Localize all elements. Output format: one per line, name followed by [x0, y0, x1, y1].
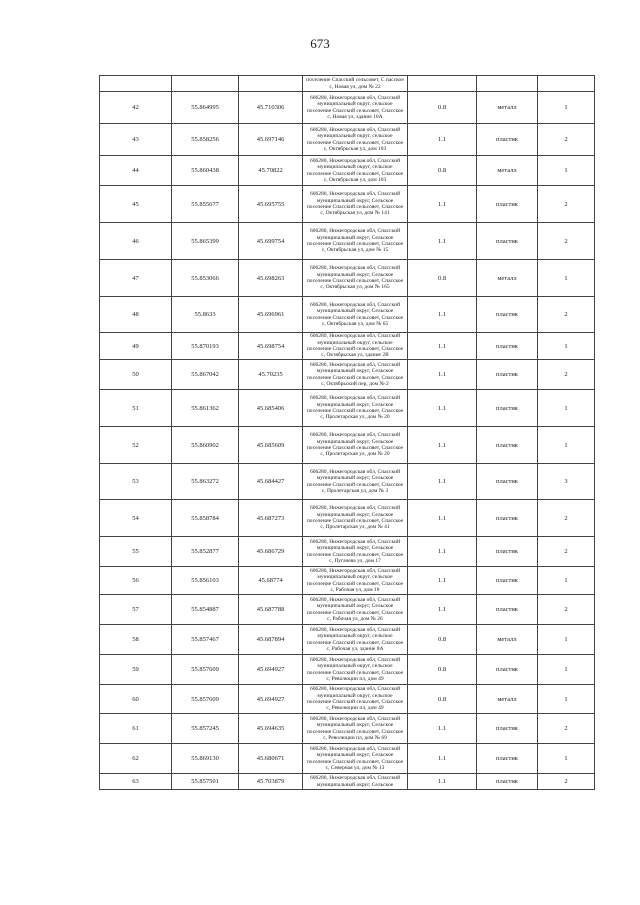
cell-count: 2 — [538, 360, 595, 390]
cell-count: 1 — [538, 567, 595, 595]
cell-lat: 55.858256 — [172, 124, 239, 156]
table-row — [100, 685, 595, 714]
cell-count: 2 — [538, 297, 595, 333]
cell-lon: 45.710306 — [239, 92, 303, 124]
cell-volume: 1.1 — [408, 500, 477, 537]
table-row — [100, 537, 595, 567]
cell-material: пластик — [477, 223, 538, 260]
cell-volume: 1.1 — [408, 744, 477, 774]
cell-address: 606280, Нижегородская обл, Спасский муниципальный округ, сельское поселение Спасский сельсовет, Спасское с, Новая ул, здание 10А — [303, 92, 408, 124]
page-number: 673 — [310, 36, 330, 51]
cell-address: 606280, Нижегородская обл, Спасский муниципальный округ, сельское поселение Спасский сельсовет, Спасское с, Октябрьская ул, дом 103 — [303, 124, 408, 156]
cell-lon: 45.687788 — [239, 595, 303, 625]
cell-volume: 1.1 — [408, 186, 477, 223]
cell-volume: 0.8 — [408, 685, 477, 714]
register-table — [99, 75, 595, 790]
cell-count: 1 — [538, 156, 595, 186]
cell-lat — [172, 76, 239, 92]
cell-lat: 55.860438 — [172, 156, 239, 186]
cell-address: 606280, Нижегородская обл, Спасский муниципальный округ, сельское поселение Спасский сельсовет, Спасское с, Октябрьская ул, дом 103 — [303, 156, 408, 186]
cell-address: 606280, Нижегородская обл, Спасский муниципальный округ, Сельское поселение Спасский сельсовет, Спасское с, Рабочая ул, дом № 26 — [303, 595, 408, 625]
cell-num: 57 — [100, 595, 172, 625]
cell-volume: 1.1 — [408, 124, 477, 156]
cell-lon: 45.70822 — [239, 156, 303, 186]
cell-lat: 55.855677 — [172, 186, 239, 223]
cell-count: 2 — [538, 124, 595, 156]
cell-lat: 55.852877 — [172, 537, 239, 567]
table-row — [100, 714, 595, 744]
cell-address: 606280, Нижегородская обл, Спасский муниципальный округ, Сельское поселение Спасский сельсовет, Спасское с, Октябрьская ул, дом № 15 — [303, 223, 408, 260]
cell-num: 50 — [100, 360, 172, 390]
cell-lon: 45.694635 — [239, 714, 303, 744]
cell-material: пластик — [477, 537, 538, 567]
cell-address: 606280, Нижегородская обл, Спасский муниципальный округ, Сельское поселение Спасский сельсовет, Спасское с, Пугачева ул, дом 17 — [303, 537, 408, 567]
table-row — [100, 333, 595, 360]
cell-lon: 45.680671 — [239, 744, 303, 774]
table-row — [100, 92, 595, 124]
cell-address: 606280, Нижегородская обл, Спасский муниципальный округ, Сельское поселение Спасский сельсовет, Спасское с, Октябрьская ул, дом № 141 — [303, 186, 408, 223]
cell-lon: 45.694927 — [239, 685, 303, 714]
cell-num: 47 — [100, 260, 172, 297]
cell-num: 59 — [100, 655, 172, 685]
cell-material: пластик — [477, 297, 538, 333]
cell-address: 606280, Нижегородская обл, Спасский муниципальный округ, сельское поселение Спасский сельсовет, Спасское с, Рабочая ул, здание 8А — [303, 625, 408, 655]
cell-num: 54 — [100, 500, 172, 537]
cell-material: пластик — [477, 774, 538, 790]
cell-lon: 45.694927 — [239, 655, 303, 685]
cell-material: пластик — [477, 390, 538, 427]
cell-num: 46 — [100, 223, 172, 260]
cell-material: пластик — [477, 186, 538, 223]
cell-lat: 55.857501 — [172, 774, 239, 790]
cell-volume: 1.1 — [408, 390, 477, 427]
table-row — [100, 744, 595, 774]
cell-lat: 55.865399 — [172, 223, 239, 260]
cell-count: 2 — [538, 186, 595, 223]
cell-volume: 1.1 — [408, 595, 477, 625]
cell-num: 56 — [100, 567, 172, 595]
cell-material: металл — [477, 260, 538, 297]
cell-volume: 1.1 — [408, 297, 477, 333]
cell-num: 58 — [100, 625, 172, 655]
cell-lon: 45.696961 — [239, 297, 303, 333]
table-row-continuation — [100, 76, 595, 92]
cell-count: 3 — [538, 464, 595, 500]
cell-material: металл — [477, 92, 538, 124]
cell-lat: 55.860902 — [172, 427, 239, 464]
cell-volume: 1.1 — [408, 537, 477, 567]
cell-material: металл — [477, 625, 538, 655]
cell-lon: 45.70235 — [239, 360, 303, 390]
cell-address: 606280, Нижегородская обл, Спасский муниципальный округ, Сельское поселение Спасский сельсовет, Спасское с, Пролетарская ул, дом № 3 — [303, 464, 408, 500]
cell-volume: 1.1 — [408, 774, 477, 790]
cell-lon: 45.695755 — [239, 186, 303, 223]
cell-address: 606280, Нижегородская обл, Спасский муниципальный округ, сельское поселение Спасский сельсовет, Спасское с, Рабочая ул, дом 18 — [303, 567, 408, 595]
cell-num: 43 — [100, 124, 172, 156]
cell-material: пластик — [477, 500, 538, 537]
table-row — [100, 223, 595, 260]
cell-volume: 1.1 — [408, 464, 477, 500]
cell-num: 49 — [100, 333, 172, 360]
cell-lon: 45.685406 — [239, 390, 303, 427]
cell-volume: 0.8 — [408, 625, 477, 655]
cell-volume: 0.8 — [408, 156, 477, 186]
cell-num: 60 — [100, 685, 172, 714]
cell-lat: 55.863272 — [172, 464, 239, 500]
cell-count: 1 — [538, 625, 595, 655]
table-row — [100, 360, 595, 390]
cell-lon: 45.697146 — [239, 124, 303, 156]
cell-lat: 55.854887 — [172, 595, 239, 625]
cell-material: пластик — [477, 124, 538, 156]
table-row — [100, 464, 595, 500]
cell-address: 606280, Нижегородская обл, Спасский муниципальный округ, сельское поселение Спасский сельсовет, Спасское с, Революции пл, дом 49 — [303, 655, 408, 685]
cell-lon: 45.686729 — [239, 537, 303, 567]
cell-lon: 45.687894 — [239, 625, 303, 655]
cell-address: 606280, Нижегородская обл, Спасский муниципальный округ, Сельское поселение Спасский сельсовет, Спасское с, Октябрьская ул, дом № 165 — [303, 260, 408, 297]
cell-material: пластик — [477, 333, 538, 360]
table-row — [100, 156, 595, 186]
cell-volume: 1.1 — [408, 567, 477, 595]
cell-count: 2 — [538, 500, 595, 537]
cell-address: 606280, Нижегородская обл, Спасский муниципальный округ, Сельское поселение Спасский сельсовет, Спасское с, Октябрьская ул, дом № 65 — [303, 297, 408, 333]
cell-count: 2 — [538, 537, 595, 567]
cell-num: 52 — [100, 427, 172, 464]
cell-material — [477, 76, 538, 92]
cell-material: пластик — [477, 655, 538, 685]
cell-address: 606280, Нижегородская обл, Спасский муниципальный округ, сельское поселение Спасский сельсовет, Спасское с, Революции пл, дом 49 — [303, 685, 408, 714]
cell-volume: 1.1 — [408, 427, 477, 464]
cell-num: 42 — [100, 92, 172, 124]
cell-address: 606280, Нижегородская обл, Спасский муниципальный округ, Сельское поселение Спасский сельсовет, Спасское с, Пролетарская ул, дом № 41 — [303, 500, 408, 537]
table-row — [100, 625, 595, 655]
cell-lat: 55.857609 — [172, 685, 239, 714]
cell-material: пластик — [477, 360, 538, 390]
cell-count: 1 — [538, 333, 595, 360]
cell-address: 606280, Нижегородская обл, Спасский муниципальный округ, Сельское поселение Спасский сельсовет, Спасское с, Октябрьский пер, дом № 2 — [303, 360, 408, 390]
cell-lat: 55.867042 — [172, 360, 239, 390]
cell-num: 51 — [100, 390, 172, 427]
cell-material: пластик — [477, 595, 538, 625]
cell-material: пластик — [477, 427, 538, 464]
cell-count: 1 — [538, 744, 595, 774]
cell-lat: 55.870193 — [172, 333, 239, 360]
table-row — [100, 260, 595, 297]
cell-count: 2 — [538, 223, 595, 260]
cell-material: пластик — [477, 714, 538, 744]
cell-lon: 45.687273 — [239, 500, 303, 537]
cell-num: 44 — [100, 156, 172, 186]
cell-count — [538, 76, 595, 92]
cell-material: пластик — [477, 744, 538, 774]
cell-volume: 0.8 — [408, 655, 477, 685]
table-row — [100, 774, 595, 790]
table-row — [100, 567, 595, 595]
cell-count: 1 — [538, 260, 595, 297]
cell-num: 61 — [100, 714, 172, 744]
cell-address: 606280, Нижегородская обл, Спасский муниципальный округ, Сельское поселение Спасский сельсовет, Спасское с, Революции пл, дом № 69 — [303, 714, 408, 744]
cell-lon: 45.68774 — [239, 567, 303, 595]
cell-lat: 55.861362 — [172, 390, 239, 427]
cell-lon: 45.703879 — [239, 774, 303, 790]
cell-num: 55 — [100, 537, 172, 567]
cell-volume: 0.8 — [408, 92, 477, 124]
cell-num: 63 — [100, 774, 172, 790]
cell-address: 606280, Нижегородская обл, Спасский муниципальный округ, сельское поселение Спасский сельсовет, Спасское с, Октябрьская ул, здание 2В — [303, 333, 408, 360]
cell-num: 53 — [100, 464, 172, 500]
cell-lat: 55.856103 — [172, 567, 239, 595]
cell-material: металл — [477, 156, 538, 186]
cell-count: 1 — [538, 390, 595, 427]
table-row — [100, 427, 595, 464]
cell-count: 2 — [538, 774, 595, 790]
cell-count: 1 — [538, 427, 595, 464]
table-row — [100, 390, 595, 427]
cell-volume: 1.1 — [408, 714, 477, 744]
cell-lon: 45.684427 — [239, 464, 303, 500]
cell-lat: 55.857467 — [172, 625, 239, 655]
cell-lon: 45.698263 — [239, 260, 303, 297]
cell-volume — [408, 76, 477, 92]
cell-num: 62 — [100, 744, 172, 774]
cell-lat: 55.857245 — [172, 714, 239, 744]
cell-count: 1 — [538, 92, 595, 124]
cell-address: поселение Спасский сельсовет, С пасское с, Новая ул, дом № 22 — [303, 76, 408, 92]
table-row — [100, 655, 595, 685]
cell-lat: 55.857609 — [172, 655, 239, 685]
cell-lon — [239, 76, 303, 92]
cell-lon: 45.698754 — [239, 333, 303, 360]
cell-material: металл — [477, 685, 538, 714]
cell-num: 45 — [100, 186, 172, 223]
cell-lat: 55.853066 — [172, 260, 239, 297]
cell-count: 2 — [538, 595, 595, 625]
table-row — [100, 297, 595, 333]
table-row — [100, 500, 595, 537]
cell-count: 1 — [538, 655, 595, 685]
cell-num — [100, 76, 172, 92]
cell-address: 606280, Нижегородская обл, Спасский муниципальный округ, Сельское поселение Спасский сельсовет, Спасское с, Северная ул, дом № 13 — [303, 744, 408, 774]
cell-material: пластик — [477, 567, 538, 595]
cell-address: 606280, Нижегородская обл, Спасский муниципальный округ, Сельское поселение Спасский сельсовет, Спасское с, Пролетарская ул, дом № 20 — [303, 390, 408, 427]
cell-lat: 55.858784 — [172, 500, 239, 537]
table-row — [100, 186, 595, 223]
cell-volume: 0.8 — [408, 260, 477, 297]
cell-material: пластик — [477, 464, 538, 500]
cell-lat: 55.864995 — [172, 92, 239, 124]
cell-address: 606280, Нижегородская обл, Спасский муниципальный округ, Сельское — [303, 774, 408, 790]
cell-count: 1 — [538, 685, 595, 714]
cell-address: 606280, Нижегородская обл, Спасский муниципальный округ, Сельское поселение Спасский сельсовет, Спасское с, Пролетарская ул, дом № 20 — [303, 427, 408, 464]
cell-lon: 45.685609 — [239, 427, 303, 464]
cell-lon: 45.699754 — [239, 223, 303, 260]
cell-lat: 55.869130 — [172, 744, 239, 774]
cell-num: 48 — [100, 297, 172, 333]
cell-volume: 1.1 — [408, 223, 477, 260]
table-row — [100, 124, 595, 156]
table-row — [100, 595, 595, 625]
cell-count: 2 — [538, 714, 595, 744]
cell-volume: 1.1 — [408, 333, 477, 360]
cell-volume: 1.1 — [408, 360, 477, 390]
cell-lat: 55.8633 — [172, 297, 239, 333]
